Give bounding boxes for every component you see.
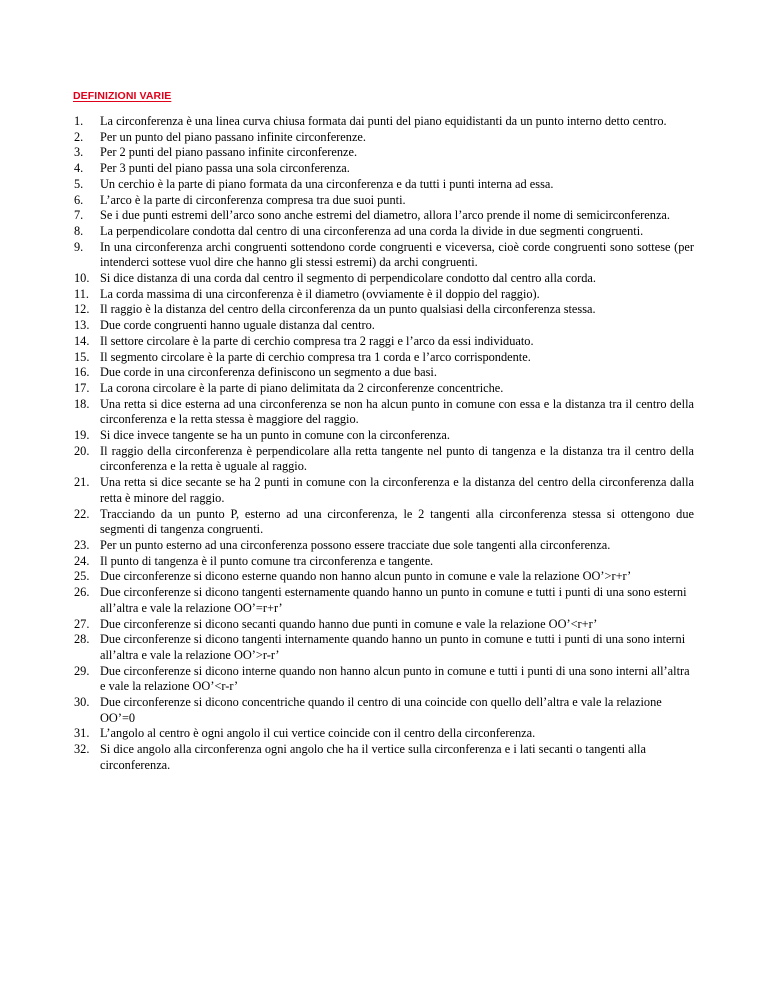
definition-item bbox=[74, 161, 694, 177]
definitions-list bbox=[74, 114, 694, 774]
definition-number: 18. bbox=[74, 396, 90, 411]
definition-text: Si dice angolo alla circonferenza ogni angolo che ha il vertice sulla circonferenza e i lati secanti o tangenti alla circonferenza. bbox=[100, 742, 646, 772]
definition-number: 6. bbox=[74, 192, 84, 207]
definition-number: 14. bbox=[74, 333, 90, 348]
definition-text: Una retta si dice esterna ad una circonferenza se non ha alcun punto in comune con essa e la distanza tra il centro della circonferenza e la retta stessa è maggiore del raggio. bbox=[100, 396, 694, 427]
definition-text: La corda massima di una circonferenza è il diametro (ovviamente è il doppio del raggio). bbox=[100, 286, 540, 301]
definition-text: Per un punto del piano passano infinite circonferenze. bbox=[100, 129, 366, 144]
definition-text: Il segmento circolare è la parte di cerchio compresa tra 1 corda e l’arco corrispondente. bbox=[100, 349, 531, 364]
definition-text: Il raggio della circonferenza è perpendicolare alla retta tangente nel punto di tangenza e la distanza tra il centro della circonferenza e la retta è uguale al raggio. bbox=[100, 443, 694, 474]
definition-item bbox=[74, 381, 694, 397]
document-title: DEFINIZIONI VARIE bbox=[73, 90, 172, 102]
definition-number: 7. bbox=[74, 208, 84, 223]
definition-item bbox=[74, 130, 694, 146]
definition-text: Due circonferenze si dicono esterne quando non hanno alcun punto in comune e vale la relazione OO’>r+r’ bbox=[100, 569, 632, 584]
definition-item bbox=[74, 507, 694, 538]
definition-text: Il raggio è la distanza del centro della circonferenza da un punto qualsiasi della circonferenza stessa. bbox=[100, 302, 596, 317]
definition-item bbox=[74, 334, 694, 350]
definition-number: 28. bbox=[74, 632, 90, 647]
definition-item bbox=[74, 428, 694, 444]
definition-text: Se i due punti estremi dell’arco sono anche estremi del diametro, allora l’arco prende il nome di semicirconferenza. bbox=[100, 208, 670, 223]
definition-text: Tracciando da un punto P, esterno ad una circonferenza, le 2 tangenti alla circonferenza stessa si ottengono due segmenti di tangenza congruenti. bbox=[100, 506, 694, 537]
definition-number: 1. bbox=[74, 114, 84, 128]
definition-item bbox=[74, 177, 694, 193]
definition-text: Un cerchio è la parte di piano formata da una circonferenza e da tutti i punti interna ad essa. bbox=[100, 176, 554, 191]
definition-text: Due circonferenze si dicono interne quando non hanno alcun punto in comune e tutti i punti di una sono interni all’altra e vale la relazione OO’<r-r’ bbox=[100, 663, 690, 694]
definition-item bbox=[74, 554, 694, 570]
definition-text: Due corde in una circonferenza definiscono un segmento a due basi. bbox=[100, 365, 437, 380]
definition-text: Si dice invece tangente se ha un punto in comune con la circonferenza. bbox=[100, 428, 450, 443]
definition-item bbox=[74, 271, 694, 287]
definition-text: Per 3 punti del piano passa una sola circonferenza. bbox=[100, 161, 350, 176]
definition-number: 13. bbox=[74, 318, 90, 333]
definition-text: Una retta si dice secante se ha 2 punti in comune con la circonferenza e la distanza del centro della circonferenza dalla retta è minore del raggio. bbox=[100, 475, 694, 505]
definition-number: 16. bbox=[74, 365, 90, 380]
definition-item bbox=[74, 287, 694, 303]
definition-item bbox=[74, 444, 694, 475]
definition-number: 17. bbox=[74, 380, 90, 395]
definition-number: 22. bbox=[74, 506, 90, 521]
definition-number: 10. bbox=[74, 271, 90, 286]
definition-text: Due circonferenze si dicono concentriche quando il centro di una coincide con quello dell’altra e vale la relazione OO’=0 bbox=[100, 695, 662, 725]
definition-number: 30. bbox=[74, 695, 90, 710]
definition-item bbox=[74, 726, 694, 742]
definition-item bbox=[74, 240, 694, 271]
definition-item bbox=[74, 632, 694, 663]
definition-text: Si dice distanza di una corda dal centro il segmento di perpendicolare condotto dal centro alla corda. bbox=[100, 271, 596, 286]
definition-number: 20. bbox=[74, 443, 90, 458]
definition-item bbox=[74, 318, 694, 334]
definition-number: 11. bbox=[74, 286, 89, 301]
definition-text: Due circonferenze si dicono tangenti internamente quando hanno un punto in comune e tutti i punti di una sono interni all’altra e vale la relazione OO’>r-r’ bbox=[100, 632, 686, 662]
definition-number: 25. bbox=[74, 569, 90, 584]
definition-number: 8. bbox=[74, 223, 84, 238]
definition-number: 31. bbox=[74, 726, 90, 741]
definition-text: L’arco è la parte di circonferenza compresa tra due suoi punti. bbox=[100, 192, 406, 207]
definition-number: 15. bbox=[74, 349, 90, 364]
definition-number: 23. bbox=[74, 537, 90, 552]
definition-item bbox=[74, 569, 694, 585]
definition-number: 26. bbox=[74, 585, 90, 600]
definition-item bbox=[74, 224, 694, 240]
definition-number: 24. bbox=[74, 553, 90, 568]
definition-number: 12. bbox=[74, 302, 90, 317]
definition-number: 29. bbox=[74, 663, 90, 678]
definition-item bbox=[74, 664, 694, 695]
definition-number: 5. bbox=[74, 176, 84, 191]
definition-text: La perpendicolare condotta dal centro di una circonferenza ad una corda la divide in due segmenti congruenti. bbox=[100, 223, 644, 238]
definition-item bbox=[74, 742, 694, 773]
definition-number: 32. bbox=[74, 742, 90, 757]
definition-text: La corona circolare è la parte di piano delimitata da 2 circonferenze concentriche. bbox=[100, 380, 504, 395]
definition-item bbox=[74, 145, 694, 161]
definition-item bbox=[74, 193, 694, 209]
definition-text: Due corde congruenti hanno uguale distanza dal centro. bbox=[100, 318, 375, 333]
definition-item bbox=[74, 695, 694, 726]
definition-text: In una circonferenza archi congruenti sottendono corde congruenti e viceversa, cioè corde congruenti sono sottese (per intenderci sottese vuol dire che hanno gli stessi estremi) da archi congruenti. bbox=[100, 239, 694, 270]
definition-text: Due circonferenze si dicono secanti quando hanno due punti in comune e vale la relazione OO’<r+r’ bbox=[100, 616, 598, 631]
definition-text: Per 2 punti del piano passano infinite circonferenze. bbox=[100, 145, 358, 160]
definition-number: 2. bbox=[74, 129, 84, 144]
definition-number: 27. bbox=[74, 616, 90, 631]
definition-item bbox=[74, 302, 694, 318]
definition-number: 4. bbox=[74, 161, 84, 176]
definition-number: 3. bbox=[74, 145, 84, 160]
definition-number: 9. bbox=[74, 239, 84, 254]
definition-item bbox=[74, 397, 694, 428]
definition-number: 19. bbox=[74, 428, 90, 443]
definition-text: L’angolo al centro è ogni angolo il cui vertice coincide con il centro della circonferenza. bbox=[100, 726, 536, 741]
definition-item bbox=[74, 475, 694, 506]
definition-item bbox=[74, 114, 694, 130]
definition-item bbox=[74, 585, 694, 616]
definition-item bbox=[74, 538, 694, 554]
definition-item bbox=[74, 350, 694, 366]
definition-item bbox=[74, 617, 694, 633]
definition-text: Per un punto esterno ad una circonferenza possono essere tracciate due sole tangenti alla circonferenza. bbox=[100, 537, 611, 552]
definition-text: La circonferenza è una linea curva chiusa formata dai punti del piano equidistanti da un punto interno detto centro. bbox=[100, 114, 667, 128]
definition-number: 21. bbox=[74, 475, 90, 490]
definition-text: Il settore circolare è la parte di cerchio compresa tra 2 raggi e l’arco da essi individuato. bbox=[100, 333, 534, 348]
definition-text: Due circonferenze si dicono tangenti esternamente quando hanno un punto in comune e tutti i punti di una sono esterni all’altra e vale la relazione OO’=r+r’ bbox=[100, 585, 687, 615]
definition-text: Il punto di tangenza è il punto comune tra circonferenza e tangente. bbox=[100, 553, 434, 568]
definition-item bbox=[74, 208, 694, 224]
definition-item bbox=[74, 365, 694, 381]
